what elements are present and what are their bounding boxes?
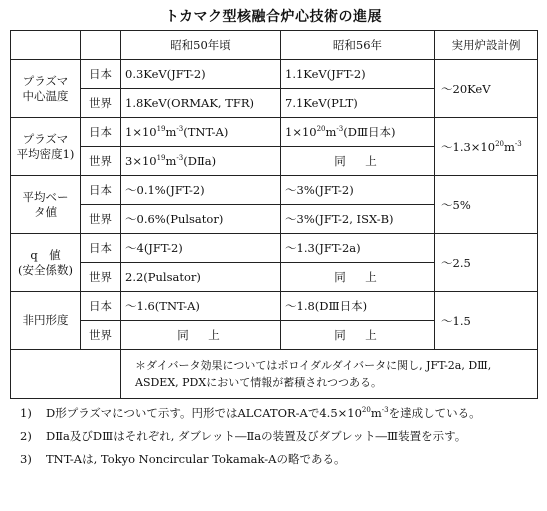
text-mid: m bbox=[503, 139, 515, 154]
showa56-value: ～1.3(JFT-2a) bbox=[281, 234, 435, 263]
text-pre: 3×10 bbox=[125, 154, 157, 168]
design-example-value: ～1.5 bbox=[435, 292, 538, 350]
showa50-value: 2.2(Pulsator) bbox=[121, 263, 281, 292]
region-cell: 日本 bbox=[81, 234, 121, 263]
note-row bbox=[11, 350, 538, 399]
header-blank-2 bbox=[81, 31, 121, 60]
category-label bbox=[11, 118, 81, 176]
text-pre: ～1.3×10 bbox=[441, 139, 496, 154]
category-label bbox=[11, 176, 81, 234]
design-example-value bbox=[435, 118, 538, 176]
showa50-value: ～1.6(TNT-A) bbox=[121, 292, 281, 321]
text-exp: 19 bbox=[156, 125, 166, 134]
text-post: (TNT-A) bbox=[183, 125, 229, 139]
text-exp2: -3 bbox=[514, 139, 522, 148]
table-row bbox=[11, 60, 538, 89]
header-showa56: 昭和56年 bbox=[281, 31, 435, 60]
text-mid: m bbox=[370, 406, 382, 420]
showa56-value: 同 上 bbox=[281, 321, 435, 350]
text-exp: 20 bbox=[316, 125, 326, 134]
category-label bbox=[11, 292, 81, 350]
text-exp: 20 bbox=[495, 139, 504, 148]
footnotes bbox=[20, 404, 530, 473]
text-pre: 1×10 bbox=[285, 125, 317, 139]
text-pre: D形プラズマについて示す。円形ではALCATOR-Aで4.5×10 bbox=[46, 406, 362, 420]
showa50-value bbox=[121, 147, 281, 176]
text-exp2: -3 bbox=[176, 125, 184, 134]
category-line: (安全係数) bbox=[18, 262, 73, 277]
footnote-text bbox=[46, 429, 466, 443]
category-line: タ値 bbox=[34, 204, 57, 219]
category-line: 平均ベー bbox=[22, 189, 69, 204]
category-line: 平均密度1) bbox=[16, 146, 75, 161]
category-label bbox=[11, 234, 81, 292]
text-pre: 1×10 bbox=[125, 125, 157, 139]
showa56-value: 7.1KeV(PLT) bbox=[281, 89, 435, 118]
text-exp2: -3 bbox=[336, 125, 344, 134]
text-mid: m bbox=[325, 125, 337, 139]
showa56-value bbox=[281, 118, 435, 147]
header-row bbox=[11, 31, 538, 60]
design-example-value: ～20KeV bbox=[435, 60, 538, 118]
category-line: プラズマ bbox=[22, 131, 69, 146]
footnote-number: 1) bbox=[20, 406, 32, 420]
region-cell: 世界 bbox=[81, 89, 121, 118]
showa56-value: 1.1KeV(JFT-2) bbox=[281, 60, 435, 89]
footnote-number: 3) bbox=[20, 452, 32, 466]
region-cell: 世界 bbox=[81, 321, 121, 350]
text-pre: TNT-Aは, Tokyo Noncircular Tokamak-Aの略である。 bbox=[46, 452, 346, 466]
text-post: を達成している。 bbox=[388, 406, 481, 420]
footnote-item bbox=[20, 427, 530, 446]
table-row bbox=[11, 176, 538, 205]
category-line: 非円形度 bbox=[22, 313, 69, 327]
header-blank-1 bbox=[11, 31, 81, 60]
design-example-value: ～5% bbox=[435, 176, 538, 234]
region-cell: 日本 bbox=[81, 176, 121, 205]
showa50-value: ～0.1%(JFT-2) bbox=[121, 176, 281, 205]
category-label bbox=[11, 60, 81, 118]
text-post: (DⅢ日本) bbox=[343, 125, 396, 139]
divertor-note: ＊ダイバータ効果についてはポロイダルダイバータに関し, JFT-2a, DⅢ, ASDEX, PDXにおいて情報が蓄積されつつある。 bbox=[121, 350, 538, 399]
region-cell: 世界 bbox=[81, 205, 121, 234]
text-exp2: -3 bbox=[381, 406, 389, 415]
text-exp2: -3 bbox=[176, 154, 184, 163]
region-cell: 日本 bbox=[81, 118, 121, 147]
table-row bbox=[11, 292, 538, 321]
showa56-value: ～3%(JFT-2) bbox=[281, 176, 435, 205]
region-cell: 世界 bbox=[81, 263, 121, 292]
showa50-value: 同 上 bbox=[121, 321, 281, 350]
footnote-number: 2) bbox=[20, 429, 32, 443]
region-cell: 日本 bbox=[81, 60, 121, 89]
text-mid: m bbox=[165, 154, 177, 168]
footnote-item bbox=[20, 450, 530, 469]
category-line: 中心温度 bbox=[22, 88, 69, 103]
design-example-value: ～2.5 bbox=[435, 234, 538, 292]
region-cell: 世界 bbox=[81, 147, 121, 176]
showa56-value: 同 上 bbox=[281, 263, 435, 292]
showa56-value: ～1.8(DⅢ日本) bbox=[281, 292, 435, 321]
progress-table bbox=[10, 30, 538, 399]
text-pre: DⅡa及びDⅢはそれぞれ, ダブレット―Ⅱaの装置及びダブレット―Ⅲ装置を示す。 bbox=[46, 429, 467, 443]
table-row bbox=[11, 118, 538, 147]
category-line: プラズマ bbox=[22, 73, 69, 88]
showa50-value: ～4(JFT-2) bbox=[121, 234, 281, 263]
text-post: (DⅡa) bbox=[183, 154, 217, 168]
text-mid: m bbox=[165, 125, 177, 139]
note-blank bbox=[11, 350, 121, 399]
showa50-value: 0.3KeV(JFT-2) bbox=[121, 60, 281, 89]
text-exp: 20 bbox=[361, 406, 371, 415]
page-title: トカマク型核融合炉心技術の進展 bbox=[164, 9, 383, 25]
header-design-example: 実用炉設計例 bbox=[435, 31, 538, 60]
showa50-value bbox=[121, 118, 281, 147]
footnote-item bbox=[20, 404, 530, 423]
showa56-value: ～3%(JFT-2, ISX-B) bbox=[281, 205, 435, 234]
category-line: q 値 bbox=[30, 247, 61, 262]
showa50-value: 1.8KeV(ORMAK, TFR) bbox=[121, 89, 281, 118]
footnote-text bbox=[46, 452, 345, 466]
footnote-text bbox=[46, 406, 481, 420]
showa56-value: 同 上 bbox=[281, 147, 435, 176]
table-row bbox=[11, 234, 538, 263]
showa50-value: ～0.6%(Pulsator) bbox=[121, 205, 281, 234]
text-exp: 19 bbox=[156, 154, 166, 163]
region-cell: 日本 bbox=[81, 292, 121, 321]
header-showa50: 昭和50年頃 bbox=[121, 31, 281, 60]
